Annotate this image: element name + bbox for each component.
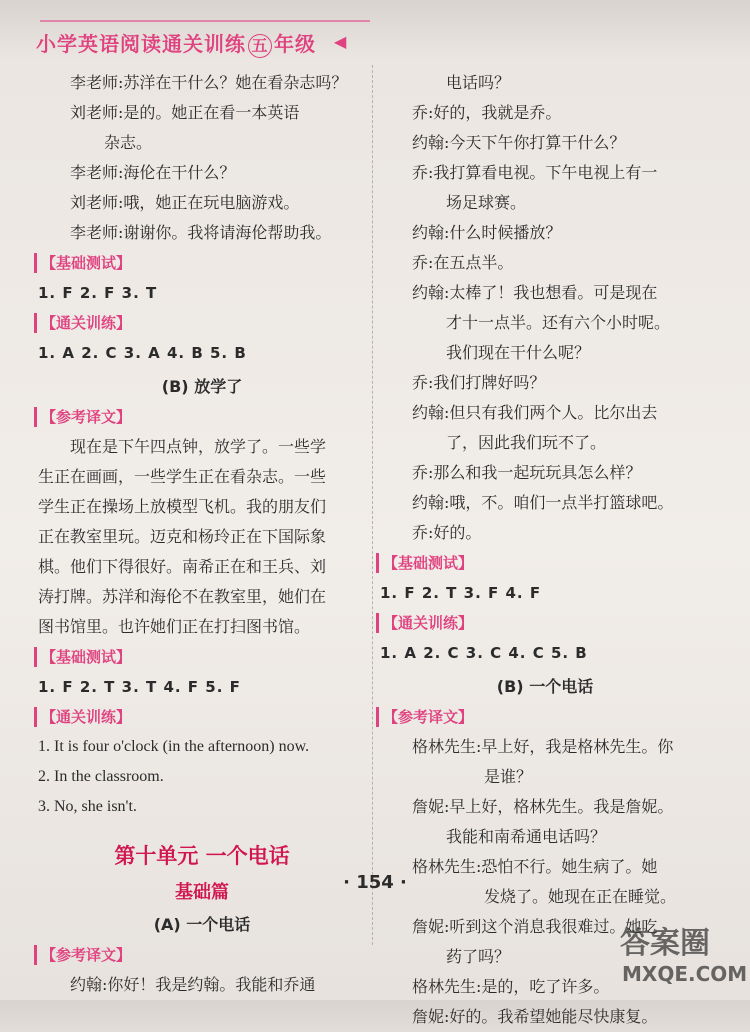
dialog-line: 乔:好的。	[412, 523, 482, 542]
dialog-line: 李老师:海伦在干什么？	[70, 163, 236, 182]
tag-pass-training: 【通关训练】	[376, 613, 473, 633]
passage-line: 图书馆里。也许她们正在打扫图书馆。	[38, 617, 311, 636]
answer-line: 1. F 2. F 3. T	[38, 284, 158, 302]
dialog-line: 了，因此我们玩不了。	[446, 433, 607, 452]
passage-line: 现在是下午四点钟，放学了。一些学	[70, 437, 327, 456]
english-answer: 3. No, she isn't.	[38, 798, 137, 815]
dialog-line: 刘老师:是的。她正在看一本英语	[70, 103, 300, 122]
dialog-line: 约翰:哦，不。咱们一点半打篮球吧。	[412, 493, 674, 512]
dialog-line: 格林先生:恐怕不行。她生病了。她	[412, 857, 658, 876]
section-title: (B) 一个电话	[496, 677, 594, 696]
tag-basic-test: 【基础测试】	[376, 553, 473, 573]
section-title: (B) 放学了	[161, 377, 243, 396]
passage-line: 棋。他们下得很好。南希正在和王兵、刘	[38, 557, 327, 576]
answer-line: 1. A 2. C 3. C 4. C 5. B	[380, 644, 588, 662]
tag-reference-translation: 【参考译文】	[376, 707, 473, 727]
dialog-line: 乔:我打算看电视。下午电视上有一	[412, 163, 658, 182]
dialog-line: 詹妮:听到这个消息我很难过。她吃	[412, 917, 658, 936]
section-tag	[38, 702, 366, 732]
answer-line: 1. F 2. T 3. T 4. F 5. F	[38, 678, 241, 696]
tag-basic-test: 【基础测试】	[34, 253, 131, 273]
section-tag	[38, 308, 366, 338]
header-rule	[40, 20, 370, 22]
dialog-line: 乔:好的，我就是乔。	[412, 103, 562, 122]
answer-line: 1. A 2. C 3. A 4. B 5. B	[38, 344, 247, 362]
unit-title: 第十单元 一个电话	[114, 844, 290, 868]
section-tag	[380, 608, 710, 638]
dialog-line: 格林先生:是的，吃了许多。	[412, 977, 610, 996]
left-column	[38, 68, 366, 1000]
dialog-line: 药了吗？	[446, 947, 511, 966]
dialog-line: 乔:那么和我一起玩玩具怎么样？	[412, 463, 642, 482]
grade-circle: 五	[248, 34, 272, 58]
page-header	[0, 0, 750, 70]
passage-line: 涛打牌。苏洋和海伦不在教室里，她们在	[38, 587, 327, 606]
passage-line: 学生正在操场上放模型飞机。我的朋友们	[38, 497, 327, 516]
grade-suffix: 年级	[274, 32, 316, 56]
tag-pass-training: 【通关训练】	[34, 313, 131, 333]
english-answer: 1. It is four o'clock (in the afternoon) now.	[38, 738, 310, 755]
dialog-line: 詹妮:好的。我希望她能尽快康复。	[412, 1007, 658, 1026]
dialog-line: 约翰:什么时候播放？	[412, 223, 562, 242]
answer-line: 1. F 2. T 3. F 4. F	[380, 584, 542, 602]
tag-pass-training: 【通关训练】	[34, 707, 131, 727]
dialog-line: 李老师:苏洋在干什么？她在看杂志吗？	[70, 73, 348, 92]
dialog-line: 詹妮:早上好，格林先生。我是詹妮。	[412, 797, 674, 816]
tag-basic-test: 【基础测试】	[34, 647, 131, 667]
page-number: · 154 ·	[343, 872, 407, 893]
section-tag	[380, 702, 710, 732]
dialog-line: 场足球赛。	[446, 193, 527, 212]
book-title	[36, 28, 316, 58]
dialog-line: 发烧了。她现在正在睡觉。	[484, 887, 677, 906]
tag-reference-translation: 【参考译文】	[34, 407, 131, 427]
dialog-line: 才十一点半。还有六个小时呢。	[446, 313, 671, 332]
dialog-line: 刘老师:哦，她正在玩电脑游戏。	[70, 193, 300, 212]
section-title: (A) 一个电话	[153, 915, 251, 934]
dialog-line: 约翰:今天下午你打算干什么？	[412, 133, 626, 152]
dialog-line: 是谁？	[484, 767, 533, 786]
passage-line: 正在教室里玩。迈克和杨玲正在下国际象	[38, 527, 327, 546]
dialog-line: 李老师:谢谢你。我将请海伦帮助我。	[70, 223, 332, 242]
column-divider	[372, 65, 373, 945]
section-tag	[38, 642, 366, 672]
watermark-url: MXQE.COM	[622, 962, 748, 986]
basic-title: 基础篇	[175, 882, 229, 903]
book-title-text: 小学英语阅读通关训练	[36, 32, 246, 56]
dialog-line: 我能和南希通电话吗？	[446, 827, 607, 846]
dialog-line: 格林先生:早上好，我是格林先生。你	[412, 737, 674, 756]
dialog-line: 约翰:太棒了！我也想看。可是现在	[412, 283, 658, 302]
dialog-line: 杂志。	[104, 133, 153, 152]
section-tag	[38, 940, 366, 970]
dialog-line: 我们现在干什么呢？	[446, 343, 591, 362]
english-answer: 2. In the classroom.	[38, 768, 164, 785]
dialog-line: 约翰:但只有我们两个人。比尔出去	[412, 403, 658, 422]
watermark-text: 答案圈	[620, 926, 710, 961]
dialog-line: 约翰:你好！我是约翰。我能和乔通	[70, 975, 316, 994]
dialog-line: 乔:在五点半。	[412, 253, 514, 272]
arrow-left-icon: ◀	[334, 32, 347, 51]
dialog-line: 乔:我们打牌好吗？	[412, 373, 546, 392]
passage-line: 生正在画画，一些学生正在看杂志。一些	[38, 467, 327, 486]
section-tag	[380, 548, 710, 578]
watermark-logo	[608, 918, 746, 998]
tag-reference-translation: 【参考译文】	[34, 945, 131, 965]
section-tag	[38, 402, 366, 432]
section-tag	[38, 248, 366, 278]
dialog-line: 电话吗？	[446, 73, 511, 92]
